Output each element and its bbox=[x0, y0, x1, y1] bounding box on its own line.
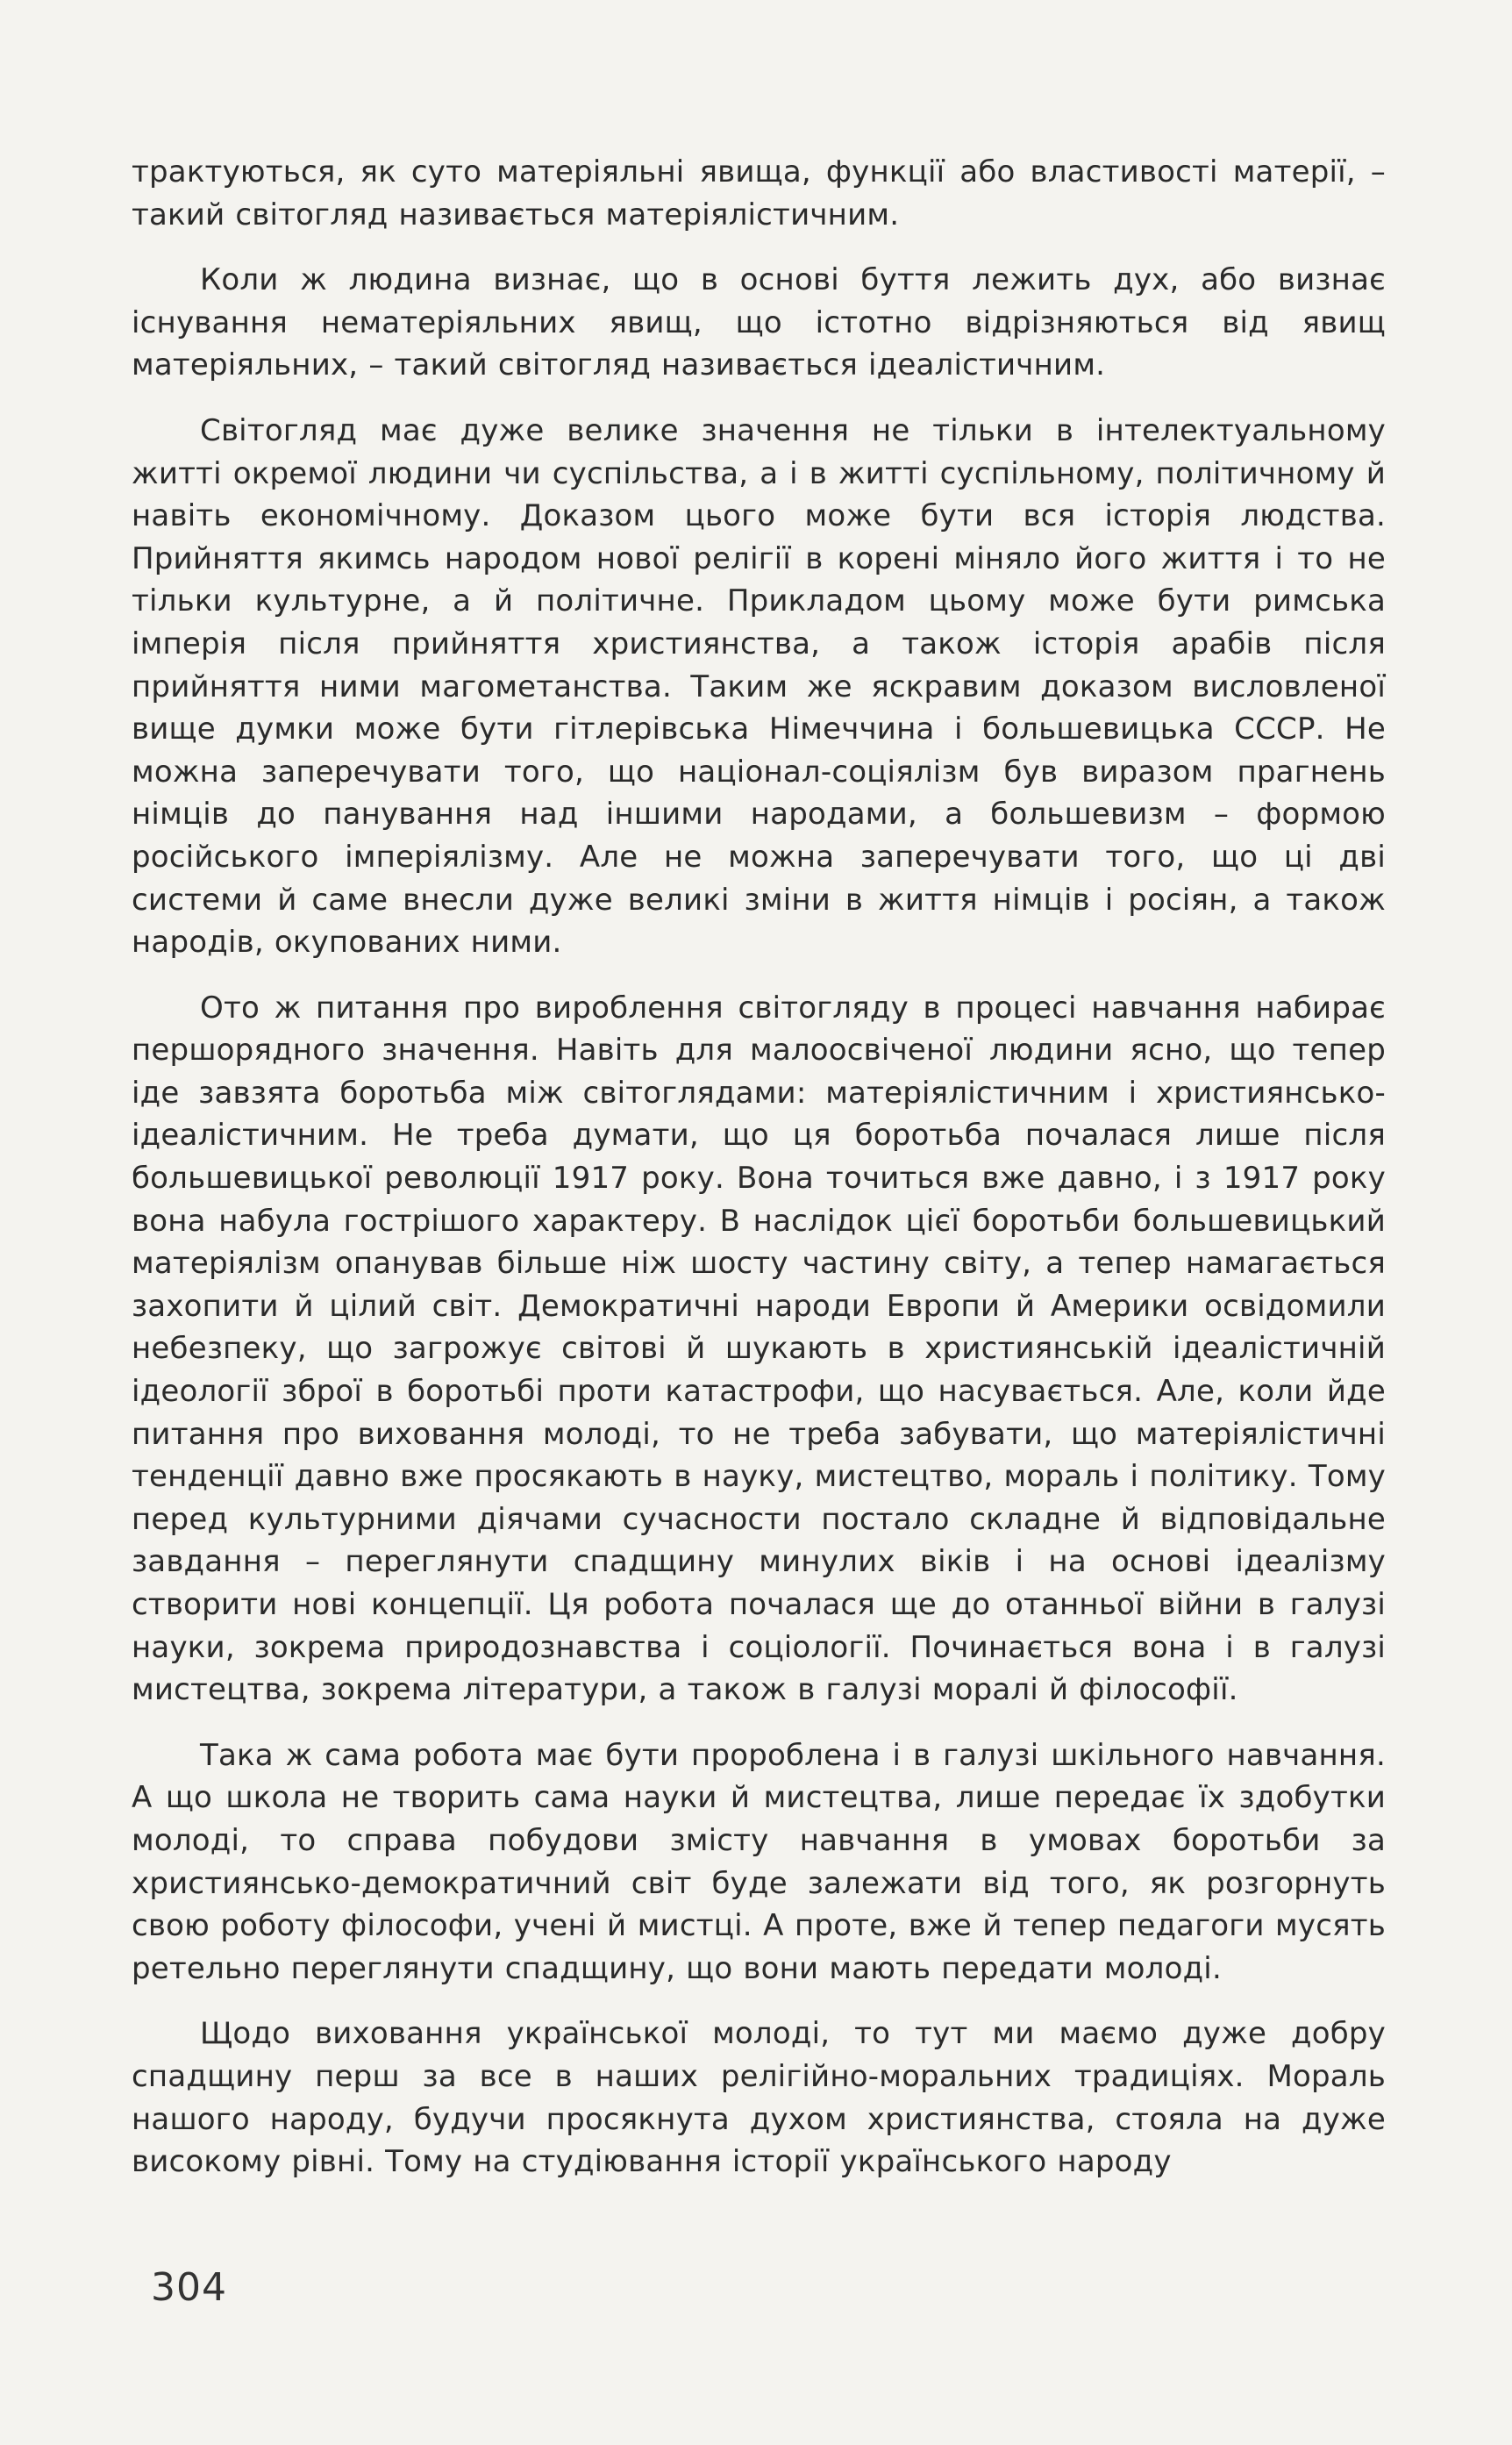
paragraph-1: трактуються, як суто матеріяльні явища, функції або властивості матерії, – такий світогляд називається матеріялістичним. bbox=[132, 154, 1386, 232]
paragraph-6: Щодо виховання української молоді, то тут ми маємо дуже добру спадщину перш за все в наших релігійно-моральних традиціях. Мораль нашого народу, будучи просякнута духом християнства, стояла на дуже високому рівні. Тому на студіювання історії українського народу bbox=[132, 2016, 1386, 2180]
paragraph-3: Світогляд має дуже велике значення не тільки в інтелектуальному житті окремої людини чи суспільства, а і в житті суспільному, політичному й навіть економічному. Доказом цього може бути вся історія людства. Прийняття якимсь народом нової релігії в корені міняло його життя і то не тільки культурне, а й політичне. Прикладом цьому може бути римська імперія після прийняття християнства, а також історія арабів після прийняття ними магометанства. Таким же яскравим доказом висловленої вище думки може бути гітлерівська Німеччина і большевицька СССР. Не можна заперечувати того, що націонал-соціялізм був виразом прагнень німців до панування над іншими народами, а большевизм – формою російського імперіялізму. Але не можна заперечувати того, що ці дві системи й саме внесли дуже великі зміни в життя німців і росіян, а також народів, окупованих ними. bbox=[132, 412, 1386, 961]
paragraph-5: Така ж сама робота має бути пророблена і в галузі шкільного навчання. А що школа не творить сама науки й мистецтва, лише передає їх здобутки молоді, то справа побудови змісту навчання в умовах боротьби за християнсько-демократичний світ буде залежати від того, як розгорнуть свою роботу філософи, учені й мистці. А проте, вже й тепер педагоги мусять ретельно переглянути спадщину, що вони мають передати молоді. bbox=[132, 1737, 1386, 1986]
paragraph-4: Ото ж питання про вироблення світогляду в процесі навчання набирає першорядного значення. Навіть для малоосвіченої людини ясно, що тепер іде завзята боротьба між світоглядами: матеріялістичним і християнсько-ідеалістичним. Не треба думати, що ця боротьба почалася лише після большевицької революції 1917 року. Вона точиться вже давно, і з 1917 року вона набула гострішого характеру. В наслідок цієї боротьби большевицький матеріялізм опанував більше ніж шосту частину світу, а тепер намагається захопити й цілий світ. Демократичні народи Европи й Америки освідомили небезпеку, що загрожує світові й шукають в християнській ідеалістичній ідеології зброї в боротьбі проти катастрофи, що насувається. Але, коли йде питання про виховання молоді, то не треба забувати, що матеріялістичні тенденції давно вже просякають в науку, мистецтво, мораль і політику. Тому перед культурними діячами сучасности постало складне й відповідальне завдання – переглянути спадщину минулих віків і на основі ідеалізму створити нові концепції. Ця робота почалася ще до отанньої війни в галузі науки, зокрема природознавства і соціології. Починається вона і в галузі мистецтва, зокрема літератури, а також в галузі моралі й філософії. bbox=[132, 990, 1386, 1708]
page-body bbox=[132, 151, 1386, 2206]
paragraph-2: Коли ж людина визнає, що в основі буття лежить дух, або визнає існування нематеріяльних явищ, що істотно відрізняються від явищ матеріяльних, – такий світогляд називається ідеалістичним. bbox=[132, 262, 1386, 383]
page-number: 304 bbox=[151, 2265, 227, 2310]
